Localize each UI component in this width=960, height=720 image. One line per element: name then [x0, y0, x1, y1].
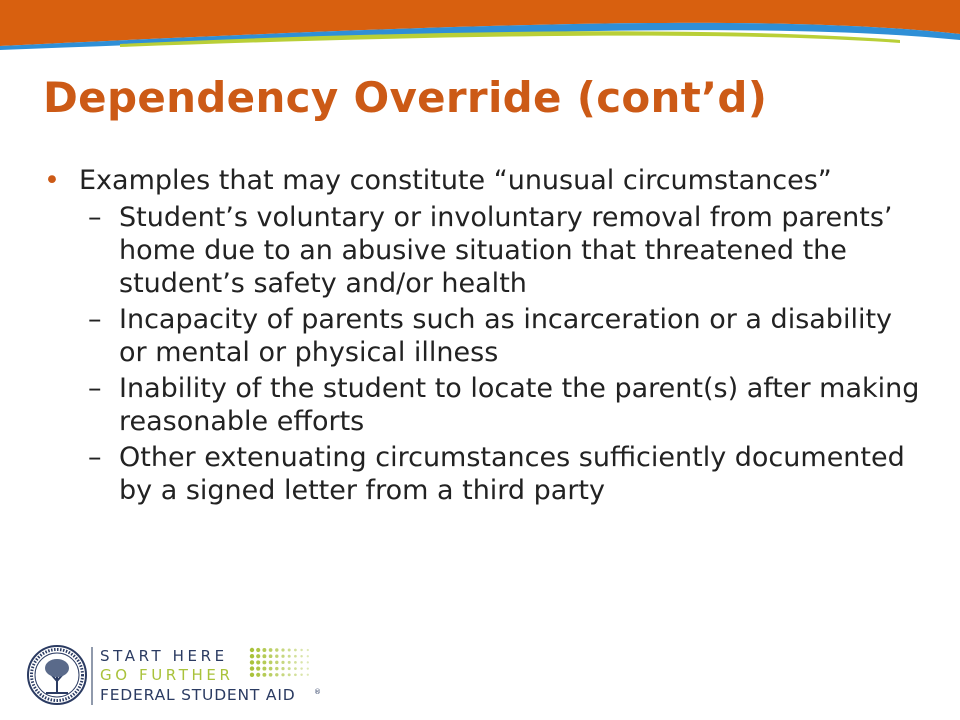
dot-grid-dot — [262, 654, 266, 658]
dot-grid-dot — [250, 648, 254, 652]
sub-bullet-text: Student’s voluntary or involuntary removal from parents’ home due to an abusive situation that threatened the student’s safety and/or health — [119, 202, 893, 299]
logo-start-here: START HERE — [100, 647, 228, 665]
dot-grid-dot — [256, 673, 260, 677]
dot-grid-dot — [262, 648, 266, 652]
dot-grid-dot — [275, 667, 278, 670]
dot-grid-dot — [275, 654, 278, 657]
dot-grid-dot — [307, 661, 309, 663]
dot-grid-dot — [294, 649, 297, 652]
bullet-text: Examples that may constitute “unusual circumstances” — [79, 165, 832, 196]
header-band — [0, 0, 960, 70]
federal-student-aid-logo — [26, 643, 326, 707]
dot-grid-dot — [275, 648, 278, 651]
dot-grid-dot — [307, 655, 309, 657]
dot-grid-dot — [294, 673, 297, 676]
sub-bullet-dash: – — [88, 202, 102, 233]
dot-grid-dot — [294, 661, 297, 664]
dot-grid-dot — [288, 673, 291, 676]
dot-grid-dot — [281, 661, 284, 664]
header-orange-band — [0, 0, 960, 46]
dot-grid-dot — [269, 673, 273, 677]
dot-grid-dot — [250, 654, 254, 658]
dot-grid-dot — [269, 654, 273, 658]
dot-grid-dot — [281, 667, 284, 670]
dot-grid-decoration — [250, 648, 309, 677]
dot-grid-dot — [256, 660, 260, 664]
sub-bullet-dash: – — [88, 442, 102, 473]
sub-bullet-item — [44, 372, 924, 438]
bullet-item — [44, 164, 924, 197]
dot-grid-dot — [288, 661, 291, 664]
sub-bullet-item — [44, 303, 924, 369]
sub-bullet-list — [44, 201, 924, 507]
dot-grid-dot — [288, 655, 291, 658]
sub-bullet-dash: – — [88, 304, 102, 335]
dot-grid-dot — [250, 673, 254, 677]
sub-bullet-item — [44, 441, 924, 507]
dot-grid-dot — [281, 655, 284, 658]
registered-mark: ® — [314, 688, 321, 696]
dot-grid-dot — [300, 661, 302, 663]
dot-grid-dot — [307, 649, 309, 651]
dot-grid-dot — [294, 667, 297, 670]
dot-grid-dot — [300, 655, 302, 657]
dot-grid-dot — [256, 667, 260, 671]
dot-grid-dot — [281, 648, 284, 651]
dot-grid-dot — [262, 673, 266, 677]
dot-grid-dot — [269, 661, 273, 665]
sub-bullet-item — [44, 201, 924, 300]
dot-grid-dot — [300, 667, 302, 669]
dot-grid-dot — [269, 648, 273, 652]
dot-grid-dot — [275, 673, 278, 676]
dot-grid-dot — [307, 667, 309, 669]
dot-grid-dot — [288, 667, 291, 670]
dot-grid-dot — [307, 674, 309, 676]
bullet-dot: • — [44, 165, 60, 196]
dot-grid-dot — [269, 667, 273, 671]
dot-grid-dot — [262, 667, 266, 671]
department-of-education-seal — [28, 646, 86, 704]
sub-bullet-text: Inability of the student to locate the parent(s) after making reasonable efforts — [119, 373, 920, 437]
dot-grid-dot — [250, 660, 254, 664]
logo-federal-student-aid: FEDERAL STUDENT AID — [100, 686, 296, 704]
dot-grid-dot — [294, 655, 297, 658]
dot-grid-dot — [250, 666, 254, 670]
dot-grid-dot — [262, 660, 266, 664]
sub-bullet-text: Incapacity of parents such as incarceration or a disability or mental or physical illness — [119, 304, 893, 368]
dot-grid-dot — [256, 654, 260, 658]
sub-bullet-text: Other extenuating circumstances sufficiently documented by a signed letter from a third party — [119, 442, 905, 506]
dot-grid-dot — [300, 649, 302, 651]
logo-go-further: GO FURTHER — [100, 666, 234, 684]
dot-grid-dot — [256, 648, 260, 652]
sub-bullet-dash: – — [88, 373, 102, 404]
slide-body — [44, 164, 924, 507]
dot-grid-dot — [275, 661, 278, 664]
dot-grid-dot — [300, 674, 302, 676]
dot-grid-dot — [288, 649, 291, 652]
slide-title: Dependency Override (cont’d) — [43, 73, 768, 122]
dot-grid-dot — [281, 673, 284, 676]
